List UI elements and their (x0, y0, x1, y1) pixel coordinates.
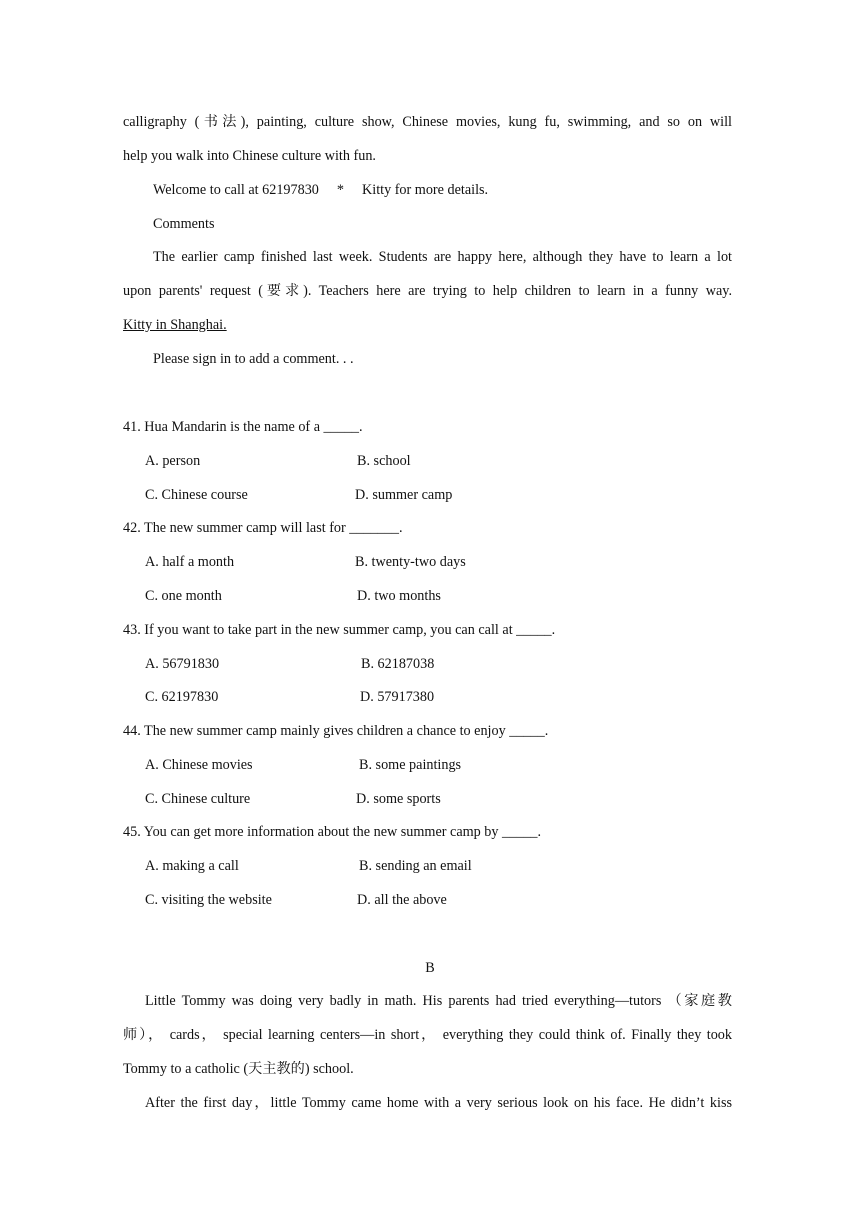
option-d: D. all the above (357, 892, 447, 908)
option-b: B. twenty-two days (355, 554, 466, 570)
question-stem: 44. The new summer camp mainly gives children a chance to enjoy _____. (123, 723, 549, 739)
option-d: D. summer camp (355, 487, 453, 503)
comment-author-line (123, 316, 732, 350)
option-c: C. Chinese course (145, 487, 248, 503)
passage-b-line-3: Tommy to a catholic (天主教的) school. (123, 1061, 354, 1077)
question-stem: 41. Hua Mandarin is the name of a _____. (123, 419, 363, 435)
option-b: B. school (357, 453, 411, 469)
passage-b-line-2: 师）， cards， special learning centers—in short， everything they could think of. Finally they took (123, 1027, 732, 1043)
option-a: A. person (145, 453, 201, 469)
option-a: A. 56791830 (145, 656, 220, 672)
passage-b-line-1: Little Tommy was doing very badly in math. His parents had tried everything—tutors （家庭教 (145, 993, 732, 1009)
question-stem: 45. You can get more information about the new summer camp by _____. (123, 824, 542, 840)
question-stem: 43. If you want to take part in the new summer camp, you can call at _____. (123, 622, 556, 638)
question-stem: 42. The new summer camp will last for _______. (123, 520, 403, 536)
option-c: C. visiting the website (145, 892, 272, 908)
passage-a-line-2: help you walk into Chinese culture with fun. (123, 148, 376, 164)
comment-line-2: upon parents' request (要求). Teachers here are trying to help children to learn in a funny way. (123, 283, 732, 299)
option-c: C. Chinese culture (145, 791, 251, 807)
contact-prefix: Welcome to call at 62197830 (153, 182, 319, 198)
option-b: B. 62187038 (361, 656, 435, 672)
option-b: B. sending an email (359, 858, 472, 874)
option-d: D. 57917380 (360, 689, 435, 705)
passage-b-line-4: After the first day，little Tommy came home with a very serious look on his face. He didn’t kiss (145, 1095, 732, 1111)
option-d: D. two months (357, 588, 441, 604)
contact-star: * (336, 182, 344, 198)
option-c: C. one month (145, 588, 222, 604)
option-a: A. half a month (145, 554, 235, 570)
option-a: A. Chinese movies (145, 757, 253, 773)
contact-line (153, 181, 732, 215)
passage-a-line-1: calligraphy (书法), painting, culture show, Chinese movies, kung fu, swimming, and so on will (123, 114, 732, 130)
comment-author: Kitty in Shanghai. (123, 317, 227, 333)
option-d: D. some sports (356, 791, 441, 807)
contact-suffix: Kitty for more details. (362, 182, 489, 198)
comment-line-1: The earlier camp finished last week. Students are happy here, although they have to learn a lot (153, 249, 732, 265)
comments-heading: Comments (153, 216, 215, 232)
option-b: B. some paintings (359, 757, 462, 773)
option-a: A. making a call (145, 858, 239, 874)
sign-in-text: Please sign in to add a comment. . . (153, 351, 354, 367)
passage-b-heading: B (425, 960, 435, 976)
option-c: C. 62197830 (145, 689, 219, 705)
